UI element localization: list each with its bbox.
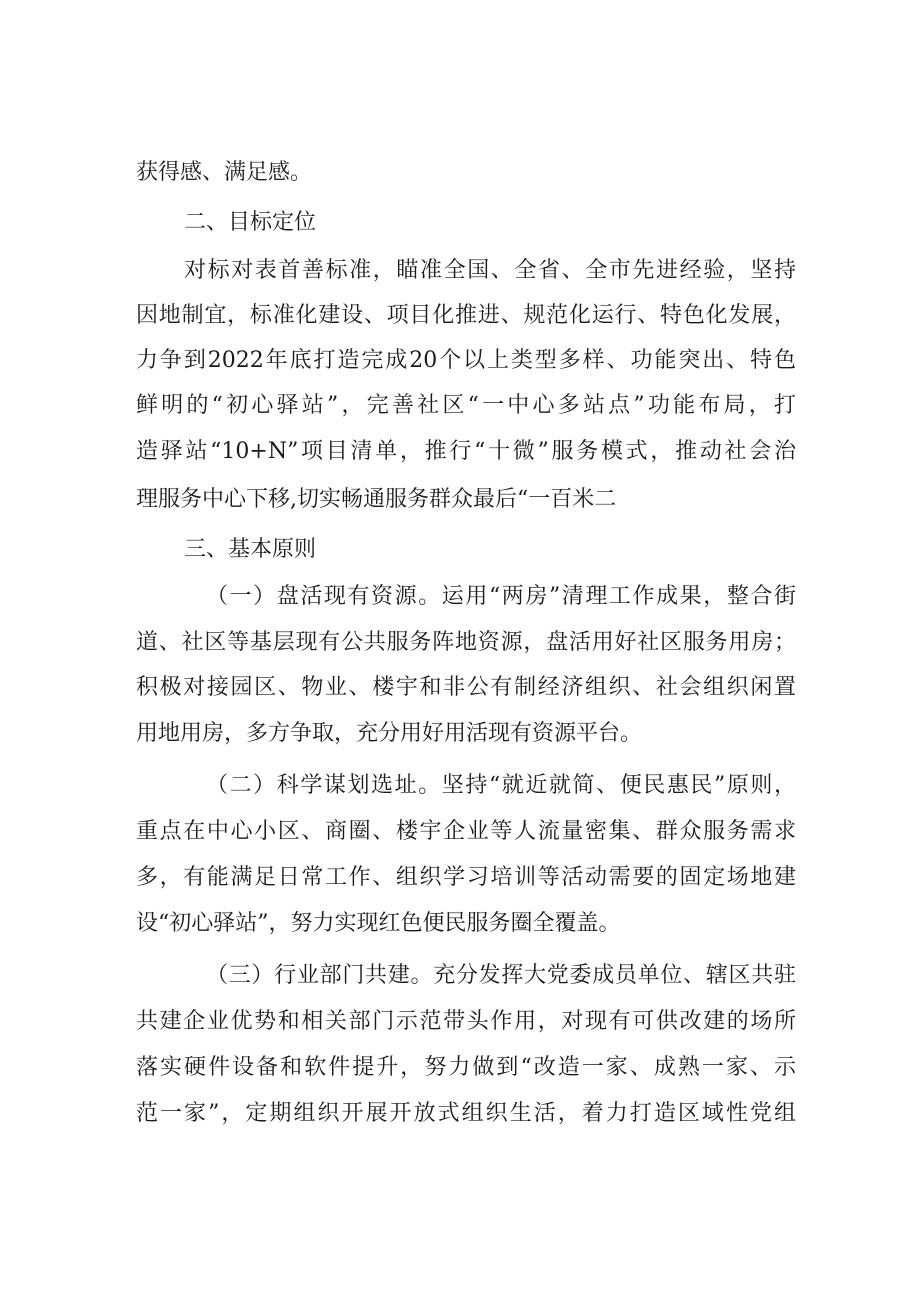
text-line: 用地用房，多方争取，充分用好用活现有资源平台。	[136, 721, 643, 746]
text-line: （三）行业部门共建。充分发挥大党委成员单位、辖区共驻	[206, 963, 796, 988]
text-line: 范一家”，定期组织开展开放式组织生活，着力打造区域性党组	[136, 1101, 796, 1126]
text-line: 多，有能满足日常工作、组织学习培训等活动需要的固定场地建	[136, 865, 796, 890]
text-line: 共建企业优势和相关部门示范带头作用，对现有可供改建的场所	[136, 1009, 796, 1034]
text-line: （一）盘活现有资源。运用“两房”清理工作成果，整合街	[206, 584, 796, 609]
text-line: 鲜明的“初心驿站”，完善社区“一中心多站点”功能布局，打	[136, 393, 796, 418]
text-line: 获得感、满足感。	[136, 160, 313, 185]
section-heading-goal: 二、目标定位	[184, 210, 317, 235]
text-line: 设“初心驿站”，努力实现红色便民服务圈全覆盖。	[136, 911, 621, 936]
text-line: 力争到2022年底打造完成20个以上类型多样、功能突出、特色	[136, 348, 796, 373]
text-line: 重点在中心小区、商圈、楼宇企业等人流量密集、群众服务需求	[136, 819, 796, 844]
text-line: 道、社区等基层现有公共服务阵地资源，盘活用好社区服务用房；	[136, 630, 796, 655]
text-line: 积极对接园区、物业、楼宇和非公有制经济组织、社会组织闲置	[136, 675, 796, 700]
text-line: 理服务中心下移,切实畅通服务群众最后“一百米二	[136, 487, 617, 512]
text-line: 落实硬件设备和软件提升，努力做到“改造一家、成熟一家、示	[136, 1055, 796, 1080]
section-heading-principles: 三、基本原则	[184, 537, 317, 562]
text-line: 因地制宜，标准化建设、项目化推进、规范化运行、特色化发展，	[136, 303, 796, 328]
text-line: （二）科学谋划选址。坚持“就近就简、便民惠民”原则，	[206, 773, 796, 798]
text-line: 造驿站“10+N”项目清单，推行“十微”服务模式，推动社会治	[136, 439, 796, 464]
text-line: 对标对表首善标准，瞄准全国、全省、全市先进经验，坚持	[184, 258, 796, 283]
